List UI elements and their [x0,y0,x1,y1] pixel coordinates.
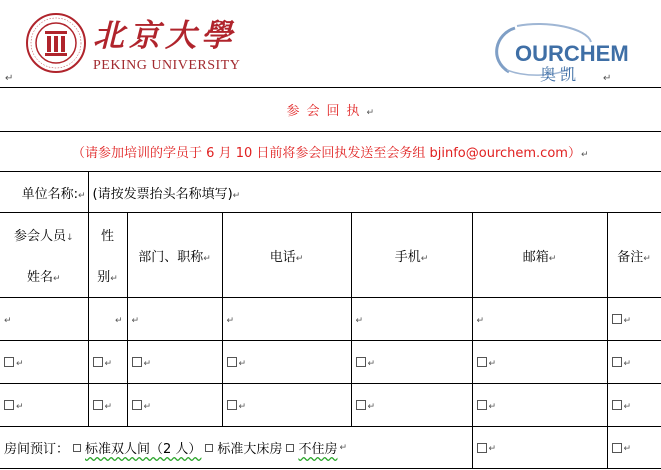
paragraph-mark: ↵ [104,358,113,369]
ourchem-chinese-wordmark: 奥凯 [540,65,581,84]
room-booking-cell [0,427,472,469]
mobile-label: 手机 [394,249,421,265]
checkbox[interactable] [612,443,622,453]
email-label: 邮箱 [522,249,549,265]
email-header [472,213,607,298]
paragraph-mark: ↵ [339,442,347,453]
remarks-cell[interactable] [607,341,661,384]
paragraph-mark: ↵ [355,315,364,326]
checkbox[interactable] [227,357,237,367]
unit-name-hint: (请按发票抬头名称填写) [92,186,233,202]
paragraph-mark: ↵ [5,73,14,84]
attendee-name-cell[interactable] [0,384,88,427]
peking-university-chinese-wordmark: 北京大學 [93,18,237,54]
unit-name-label-cell [0,172,88,213]
paragraph-mark: ↵ [114,315,123,326]
paragraph-mark: ↵ [232,190,241,201]
remarks-header [607,213,661,298]
phone-cell[interactable] [222,298,351,341]
paragraph-mark: ↵ [104,401,113,412]
remarks-label: 备注 [617,249,644,265]
paragraph-mark: ↵ [488,401,497,412]
paragraph-mark: ↵ [367,401,376,412]
gender-header-line2: 别 [97,270,111,285]
ourchem-wordmark: OURCHEM [515,41,629,66]
checkbox[interactable] [93,400,103,410]
gender-header [88,213,127,298]
phone-cell[interactable] [222,341,351,384]
peking-university-seal-logo [25,12,87,74]
paragraph-mark: ↵ [238,358,247,369]
checkbox[interactable] [93,357,103,367]
checkbox[interactable] [356,357,366,367]
paragraph-mark: ↵ [548,253,557,264]
phone-header [222,213,351,298]
paragraph-mark: ↵ [226,315,235,326]
checkbox[interactable] [612,400,622,410]
gender-cell[interactable] [88,341,127,384]
paragraph-mark: ↵ [131,315,140,326]
paragraph-mark: ↵ [16,401,24,412]
paragraph-mark: ↵ [623,401,632,412]
paragraph-mark: ↵ [203,253,211,264]
unit-name-field[interactable] [88,172,661,213]
remarks-cell[interactable] [607,427,661,469]
form-title-cell [0,88,661,132]
submission-deadline-note: （请参加培训的学员于 6 月 10 日前将参会回执发送至会务组 bjinfo@ourchem.com） [72,146,581,161]
checkbox[interactable] [4,400,14,410]
department-title-cell[interactable] [127,384,222,427]
checkbox[interactable] [477,400,487,410]
email-cell[interactable] [472,298,607,341]
paragraph-mark: ↵ [580,150,589,160]
checkbox[interactable] [227,400,237,410]
paragraph-mark: ↵ [420,253,429,264]
attendee-header-line1: 参会人员 [13,229,66,244]
phone-cell[interactable] [222,384,351,427]
attendee-name-header: 参会人员↓ 姓名↵ [0,213,88,298]
room-booking-options [4,438,468,457]
paragraph-mark: ↵ [4,315,12,326]
paragraph-mark: ↵ [16,358,24,369]
paragraph-mark: ↵ [488,358,497,369]
checkbox[interactable] [4,357,14,367]
no-room-checkbox[interactable] [286,444,294,452]
mobile-cell[interactable] [351,298,472,341]
paragraph-mark: ↵ [476,315,485,326]
mobile-cell[interactable] [351,341,472,384]
paragraph-mark: ↵ [366,108,375,118]
registration-reply-form-table [0,87,661,469]
paragraph-mark: ↵ [623,315,632,326]
department-title-cell[interactable] [127,298,222,341]
department-title-cell[interactable] [127,341,222,384]
checkbox[interactable] [132,400,142,410]
checkbox[interactable] [132,357,142,367]
paragraph-mark: ↵ [52,274,61,284]
form-title: 参会回执 [286,104,367,119]
paragraph-mark: ↵ [77,190,86,201]
paragraph-mark: ↵ [488,444,497,454]
unit-name-label: 单位名称: [21,186,78,202]
paragraph-mark: ↵ [643,253,651,264]
form-note-cell [0,132,661,172]
remarks-cell[interactable] [607,298,661,341]
paragraph-mark: ↵ [143,358,152,369]
mobile-cell[interactable] [351,384,472,427]
king-room-option-label: 标准大床房 [217,442,283,457]
no-room-option-label: 不住房 [298,442,338,457]
gender-cell[interactable] [88,384,127,427]
checkbox[interactable] [477,357,487,367]
mobile-header [351,213,472,298]
remarks-cell[interactable] [607,384,661,427]
peking-university-english-wordmark: PEKING UNIVERSITY [93,58,241,73]
department-title-label: 部门、职称 [138,249,204,265]
double-room-checkbox[interactable] [73,444,81,452]
gender-cell[interactable] [88,298,127,341]
gender-header-line1: 性 [100,229,114,244]
attendee-name-cell[interactable] [0,341,88,384]
email-cell[interactable] [472,341,607,384]
phone-label: 电话 [269,249,296,265]
email-cell[interactable] [472,384,607,427]
paragraph-mark: ↵ [367,358,376,369]
paragraph-mark: ↵ [143,401,152,412]
paragraph-mark: ↵ [295,253,304,264]
paragraph-mark: ↵ [623,358,632,369]
double-room-option-label: 标准双人间（2 人） [85,442,202,457]
room-booking-label: 房间预订： [4,442,70,457]
king-room-checkbox[interactable] [205,444,213,452]
checkbox[interactable] [477,443,487,453]
paragraph-mark: ↵ [623,444,632,454]
attendee-name-cell[interactable] [0,298,88,341]
checkbox[interactable] [612,357,622,367]
checkbox[interactable] [612,314,622,324]
paragraph-mark: ↵ [110,274,118,284]
paragraph-mark: ↵ [238,401,247,412]
paragraph-mark: ↵ [603,73,612,84]
checkbox[interactable] [356,400,366,410]
department-title-header [127,213,222,298]
email-cell[interactable] [472,427,607,469]
attendee-header-line2: 姓名 [26,270,53,285]
